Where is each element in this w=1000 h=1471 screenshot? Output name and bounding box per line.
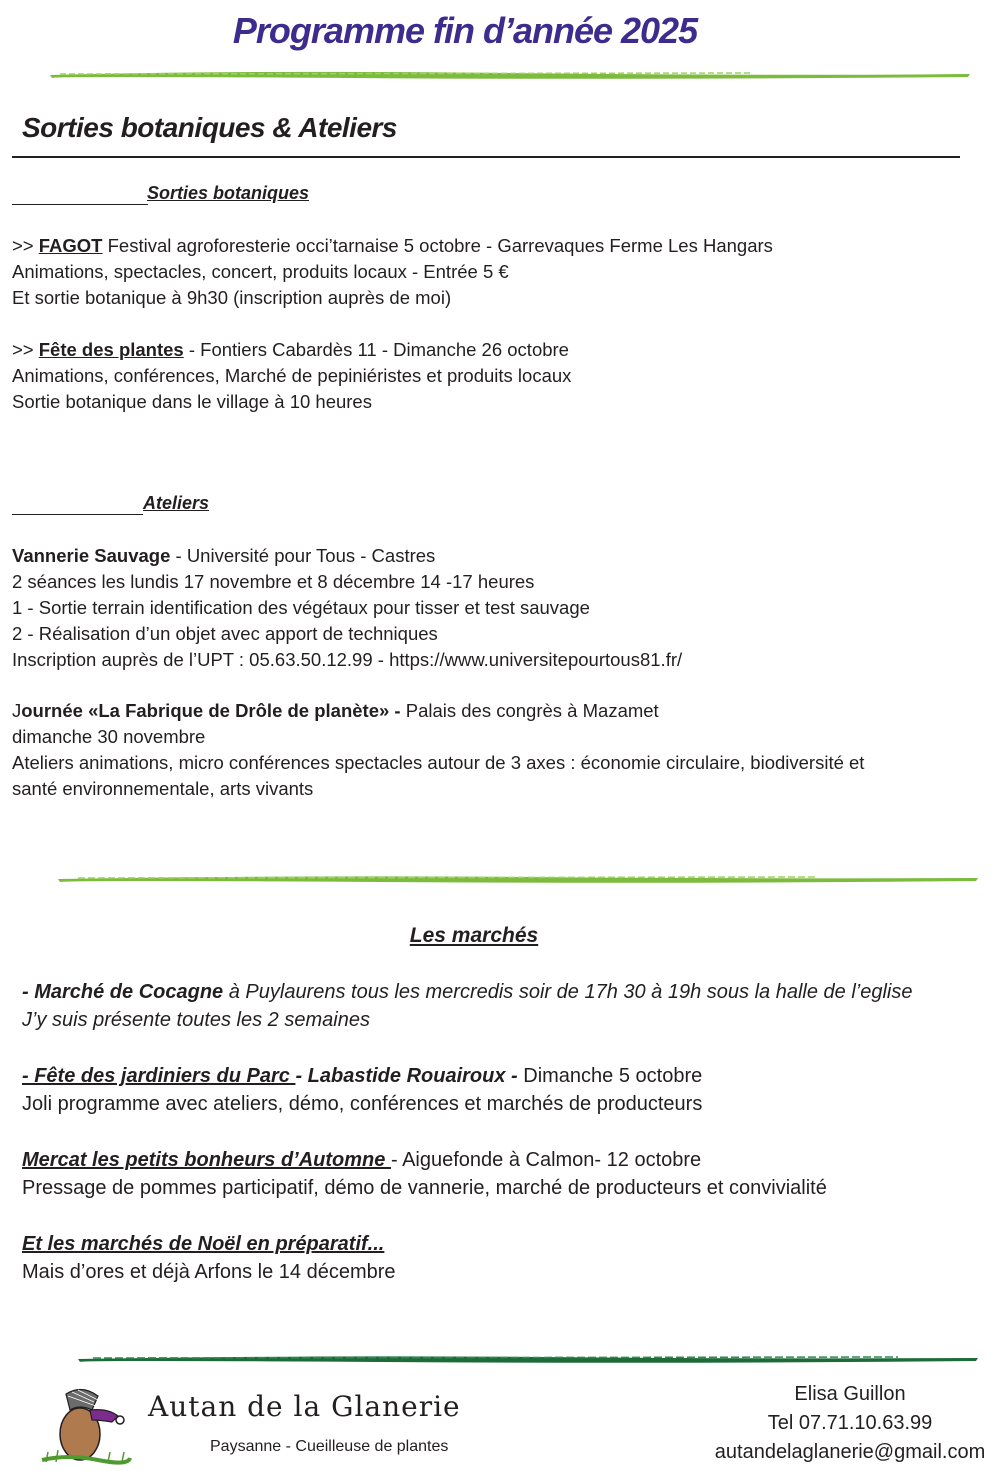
event-line: Animations, conférences, Marché de pepiniéristes et produits locaux — [12, 365, 572, 386]
atelier-line: 2 - Réalisation d’un objet avec apport de techniques — [12, 623, 438, 644]
glaneuse-logo-icon — [38, 1382, 134, 1468]
ateliers-heading: Ateliers — [143, 493, 210, 513]
marche-line: Pressage de pommes participatif, démo de vannerie, marché de producteurs et convivialité — [22, 1177, 827, 1199]
event-line: Et sortie botanique à 9h30 (inscription auprès de moi) — [12, 287, 452, 308]
event-fete-des-plantes — [12, 337, 571, 415]
subheading-line — [12, 204, 148, 205]
section-title: Sorties botaniques & Ateliers — [22, 112, 397, 143]
section-rule — [12, 156, 960, 158]
atelier-journee — [12, 698, 982, 802]
green-brush-divider-middle — [58, 872, 978, 886]
event-details: Festival agroforesterie occi’tarnaise 5 octobre - Garrevaques Ferme Les Hangars — [102, 235, 773, 256]
atelier-details: Palais des congrès à Mazamet — [405, 700, 659, 721]
brand-tagline: Paysanne - Cueilleuse de plantes — [210, 1438, 449, 1455]
event-line: Animations, spectacles, concert, produits locaux - Entrée 5 € — [12, 261, 509, 282]
atelier-vannerie — [12, 543, 682, 673]
event-name: Fête des plantes — [38, 339, 184, 360]
marche-line: Mais d’ores et déjà Arfons le 14 décembre — [22, 1261, 396, 1283]
atelier-line: Ateliers animations, micro conférences spectacles autour de 3 axes : économie circulaire, biodiversité et — [12, 752, 865, 773]
marche-mercat — [22, 1146, 827, 1202]
event-details: - Fontiers Cabardès 11 - Dimanche 26 octobre — [183, 339, 569, 360]
atelier-name: ournée «La Fabrique de Drôle de planète» - — [21, 700, 406, 721]
atelier-line: Inscription auprès de l’UPT : 05.63.50.12.99 - https://www.universitepourtous81.fr/ — [12, 649, 683, 670]
marche-name: Mercat les petits bonheurs d’Automne — [22, 1149, 391, 1171]
marche-place: - Labastide Rouairoux - — [295, 1065, 524, 1087]
atelier-name: Vannerie Sauvage — [12, 545, 171, 566]
contact-name: Elisa Guillon — [794, 1383, 906, 1405]
marche-name: Et les marchés de Noël en préparatif... — [22, 1233, 385, 1255]
contact-block — [700, 1380, 1000, 1467]
atelier-line: 1 - Sortie terrain identification des végétaux pour tisser et test sauvage — [12, 597, 590, 618]
event-line: Sortie botanique dans le village à 10 heures — [12, 391, 372, 412]
marche-name: - Fête des jardiniers du Parc — [22, 1065, 296, 1087]
subheading-line — [12, 514, 143, 515]
event-fagot — [12, 233, 773, 311]
contact-phone[interactable]: Tel 07.71.10.63.99 — [767, 1412, 933, 1434]
marche-line: Joli programme avec ateliers, démo, conférences et marchés de producteurs — [22, 1093, 703, 1115]
marche-line: J’y suis présente toutes les 2 semaines — [22, 1009, 370, 1031]
brand-name: Autan de la Glanerie — [148, 1390, 461, 1423]
prefix: >> — [12, 235, 39, 256]
marche-cocagne — [22, 978, 912, 1034]
prefix: >> — [12, 339, 39, 360]
page-title: Programme fin d’année 2025 — [232, 10, 698, 51]
marche-name: - Marché de Cocagne — [22, 981, 224, 1003]
contact-email[interactable]: autandelaglanerie@gmail.com — [714, 1441, 986, 1463]
atelier-line: santé environnementale, arts vivants — [12, 778, 314, 799]
event-name: FAGOT — [38, 235, 103, 256]
atelier-line: 2 séances les lundis 17 novembre et 8 décembre 14 -17 heures — [12, 571, 535, 592]
atelier-details: - Université pour Tous - Castres — [170, 545, 436, 566]
dark-green-brush-divider — [78, 1352, 978, 1366]
marche-noel — [22, 1230, 396, 1286]
marche-details: - Aiguefonde à Calmon- 12 octobre — [390, 1149, 702, 1171]
green-brush-divider-top — [50, 68, 970, 82]
first-letter: J — [12, 700, 22, 721]
marche-details: Dimanche 5 octobre — [523, 1065, 703, 1087]
marches-title: Les marchés — [409, 924, 539, 947]
sorties-heading: Sorties botaniques — [147, 183, 310, 203]
marche-jardiniers — [22, 1062, 702, 1118]
atelier-line: dimanche 30 novembre — [12, 726, 206, 747]
marche-details: à Puylaurens tous les mercredis soir de 17h 30 à 19h sous la halle de l’eglise — [223, 981, 913, 1003]
